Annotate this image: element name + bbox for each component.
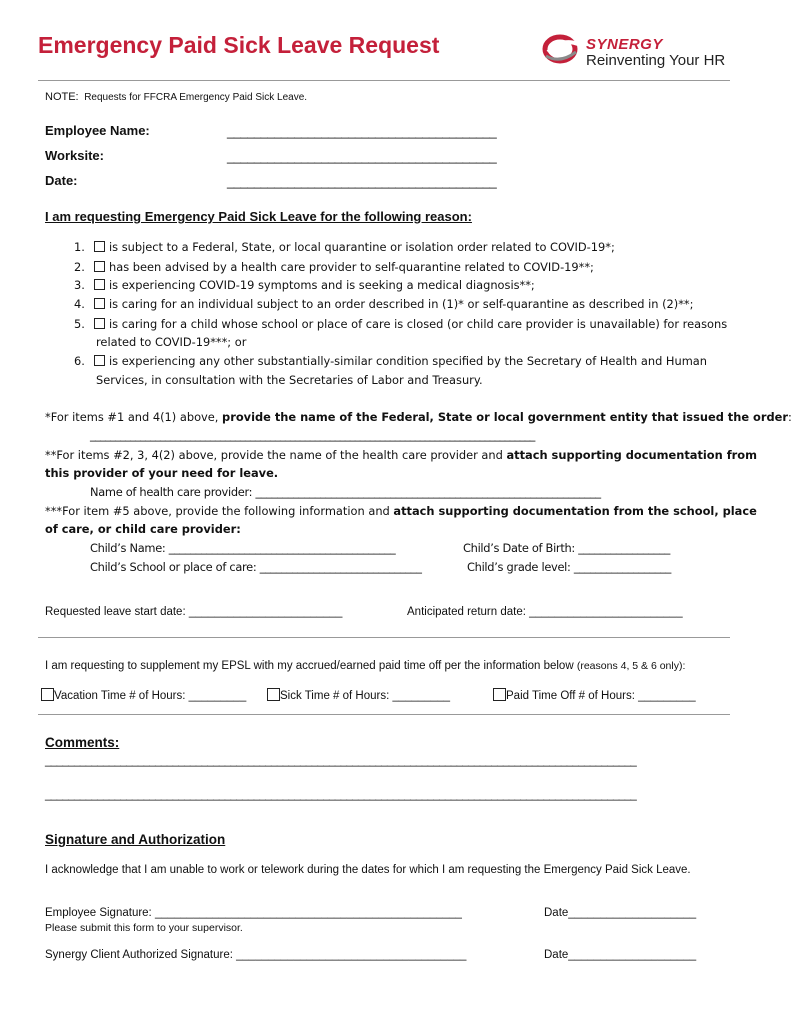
- footnote-1-end: :: [788, 410, 792, 424]
- checkbox-reason-4[interactable]: [94, 298, 105, 309]
- reason-number: 5.: [74, 317, 85, 331]
- reason-text: is experiencing any other substantially-similar condition specified by the Secretary of Health and Human: [109, 354, 708, 368]
- reason-item-3: [74, 278, 535, 292]
- checkbox-reason-2[interactable]: [94, 261, 105, 272]
- footnote-3-bold: attach supporting documentation from the school, place: [393, 504, 757, 518]
- child-dob-field[interactable]: Child’s Date of Birth: _________________: [463, 541, 670, 555]
- employee-name-field[interactable]: ________________________________________: [227, 124, 497, 139]
- worksite-field[interactable]: ________________________________________: [227, 149, 497, 164]
- footnote-3-bold2: of care, or child care provider:: [45, 522, 241, 536]
- synergy-logo: [540, 30, 730, 76]
- page-title: Emergency Paid Sick Leave Request: [38, 32, 440, 58]
- reason-item-2: [74, 260, 594, 274]
- logo-wordmark: SYNERGY: [586, 36, 663, 53]
- sick-checkbox[interactable]: [267, 688, 280, 701]
- footnote-1: [45, 410, 792, 424]
- reason-number: 4.: [74, 297, 85, 311]
- reason-item-5: [74, 317, 727, 331]
- client-signature-field[interactable]: Synergy Client Authorized Signature: ____________________________________: [45, 949, 467, 961]
- comments-line-2[interactable]: ______________________________________________________________________________________________________: [45, 789, 637, 801]
- comments-heading: Comments:: [45, 735, 120, 750]
- reason-item-4: [74, 297, 693, 311]
- checkbox-reason-6[interactable]: [94, 355, 105, 366]
- reason-item-5-continued: related to COVID-19***; or: [96, 335, 247, 349]
- pto-intro: [45, 660, 685, 672]
- reason-heading: I am requesting Emergency Paid Sick Leave for the following reason:: [45, 209, 472, 224]
- logo-tagline: Reinventing Your HR: [586, 52, 726, 69]
- footnote-2: [45, 448, 757, 462]
- footnote-3-line2: [45, 522, 241, 536]
- pto-intro-reasons: (reasons 4, 5 & 6 only):: [576, 660, 686, 672]
- footnote-3-text: ***For item #5 above, provide the following information and: [45, 504, 394, 518]
- reason-item-1: [74, 240, 615, 254]
- client-signature-date-field[interactable]: Date____________________: [544, 949, 697, 961]
- child-name-field[interactable]: Child’s Name: __________________________________________: [90, 541, 396, 555]
- signature-heading: Signature and Authorization: [45, 832, 226, 847]
- footnote-2-bold: attach supporting documentation from: [506, 448, 757, 462]
- reason-text: is subject to a Federal, State, or local quarantine or isolation order related to COVID-19*;: [109, 240, 615, 254]
- vacation-checkbox[interactable]: [41, 688, 54, 701]
- checkbox-reason-5[interactable]: [94, 318, 105, 329]
- employee-signature-field[interactable]: Employee Signature: ________________________________________________: [45, 907, 462, 919]
- checkbox-reason-3[interactable]: [94, 279, 105, 290]
- worksite-label: Worksite:: [45, 148, 104, 163]
- date-label: Date:: [45, 173, 78, 188]
- pto-section: [38, 637, 730, 715]
- footnote-1-text: *For items #1 and 4(1) above,: [45, 410, 223, 424]
- reason-number: 6.: [74, 354, 85, 368]
- note-line: [45, 91, 307, 103]
- pto-intro-text: I am requesting to supplement my EPSL with my accrued/earned paid time off per the information below: [45, 660, 574, 672]
- note-text: Requests for FFCRA Emergency Paid Sick Leave.: [84, 92, 308, 103]
- header-divider: [38, 80, 730, 81]
- acknowledgement-text: I acknowledge that I am unable to work or telework during the dates for which I am requesting the Emergency Paid Sick Leave.: [45, 864, 691, 876]
- reason-text: is experiencing COVID-19 symptoms and is seeking a medical diagnosis**;: [109, 278, 535, 292]
- health-care-provider-field[interactable]: Name of health care provider: ________________________________________________________________: [90, 485, 601, 499]
- note-label: NOTE:: [45, 91, 79, 103]
- employee-name-label: Employee Name:: [45, 123, 150, 138]
- reason-number: 1.: [74, 240, 85, 254]
- leave-start-date-field[interactable]: Requested leave start date: ________________________: [45, 606, 343, 618]
- child-grade-field[interactable]: Child’s grade level: __________________: [467, 560, 672, 574]
- return-date-field[interactable]: Anticipated return date: ________________________: [407, 606, 683, 618]
- vacation-option: [41, 688, 246, 702]
- comments-line-1[interactable]: ______________________________________________________________________________________________________: [45, 755, 637, 767]
- footnote-3: [45, 504, 757, 518]
- paid-time-off-checkbox[interactable]: [493, 688, 506, 701]
- reason-item-6: [74, 354, 707, 368]
- vacation-hours-field[interactable]: Vacation Time # of Hours: _________: [54, 690, 247, 702]
- reason-text: is caring for an individual subject to an order described in (1)* or self-quarantine as described in (2)**;: [109, 297, 694, 311]
- swoosh-icon: [542, 34, 582, 70]
- reason-item-6-continued: Services, in consultation with the Secretaries of Labor and Treasury.: [96, 373, 483, 387]
- employee-signature-date-field[interactable]: Date____________________: [544, 907, 697, 919]
- footnote-2-bold2: this provider of your need for leave.: [45, 466, 279, 480]
- checkbox-reason-1[interactable]: [94, 241, 105, 252]
- submit-note: Please submit this form to your supervisor.: [45, 922, 243, 934]
- date-field[interactable]: ________________________________________: [227, 174, 497, 189]
- reason-number: 2.: [74, 260, 85, 274]
- government-entity-field[interactable]: _________________________________________________________________________________________: [90, 428, 535, 442]
- footnote-2-text: **For items #2, 3, 4(2) above, provide the name of the health care provider and: [45, 448, 507, 462]
- reason-number: 3.: [74, 278, 85, 292]
- paid-time-off-option: [493, 688, 696, 702]
- footnote-2-line2: [45, 466, 278, 480]
- child-school-field[interactable]: Child’s School or place of care: ______________________________: [90, 560, 422, 574]
- reason-text: has been advised by a health care provider to self-quarantine related to COVID-19**;: [109, 260, 594, 274]
- sick-hours-field[interactable]: Sick Time # of Hours: _________: [280, 690, 451, 702]
- paid-time-off-hours-field[interactable]: Paid Time Off # of Hours: _________: [506, 690, 696, 702]
- reason-text: is caring for a child whose school or place of care is closed (or child care provider is unavailable) for reasons: [109, 317, 728, 331]
- sick-option: [267, 688, 450, 702]
- footnote-1-bold: provide the name of the Federal, State or local government entity that issued the order: [222, 410, 788, 424]
